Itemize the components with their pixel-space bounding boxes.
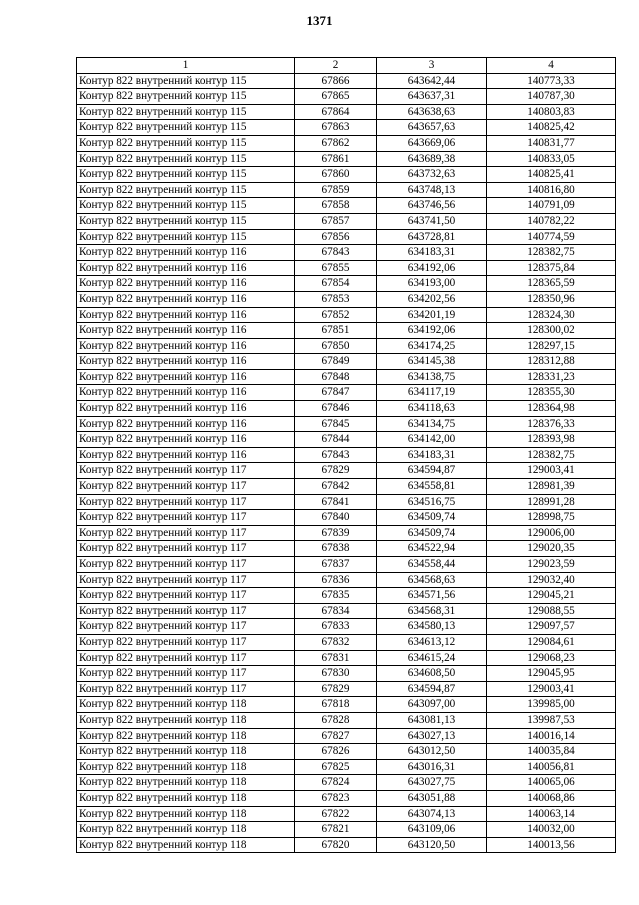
table-row xyxy=(77,369,616,385)
x-coordinate-cell: 643081,13 xyxy=(377,712,487,728)
point-number-cell: 67826 xyxy=(295,744,377,760)
point-number-cell: 67824 xyxy=(295,775,377,791)
table-row xyxy=(77,494,616,510)
table-row xyxy=(77,650,616,666)
x-coordinate-cell: 643728,81 xyxy=(377,229,487,245)
column-header-3: 3 xyxy=(377,58,487,74)
x-coordinate-cell: 643051,88 xyxy=(377,790,487,806)
point-number-cell: 67838 xyxy=(295,541,377,557)
table-row xyxy=(77,291,616,307)
table-row xyxy=(77,681,616,697)
y-coordinate-cell: 128350,96 xyxy=(487,291,616,307)
x-coordinate-cell: 643637,31 xyxy=(377,89,487,105)
point-number-cell: 67839 xyxy=(295,525,377,541)
table-row xyxy=(77,432,616,448)
y-coordinate-cell: 140068,86 xyxy=(487,790,616,806)
y-coordinate-cell: 129032,40 xyxy=(487,572,616,588)
table-row xyxy=(77,229,616,245)
x-coordinate-cell: 634568,63 xyxy=(377,572,487,588)
x-coordinate-cell: 643074,13 xyxy=(377,806,487,822)
y-coordinate-cell: 140774,59 xyxy=(487,229,616,245)
x-coordinate-cell: 643746,56 xyxy=(377,198,487,214)
table-row xyxy=(77,120,616,136)
point-number-cell: 67854 xyxy=(295,276,377,292)
x-coordinate-cell: 634558,44 xyxy=(377,557,487,573)
coordinates-table xyxy=(76,57,616,853)
point-number-cell: 67864 xyxy=(295,104,377,120)
column-header-4: 4 xyxy=(487,58,616,74)
x-coordinate-cell: 634509,74 xyxy=(377,510,487,526)
contour-name-cell: Контур 822 внутренний контур 117 xyxy=(77,619,295,635)
table-row xyxy=(77,354,616,370)
point-number-cell: 67822 xyxy=(295,806,377,822)
y-coordinate-cell: 128365,59 xyxy=(487,276,616,292)
contour-name-cell: Контур 822 внутренний контур 117 xyxy=(77,588,295,604)
point-number-cell: 67840 xyxy=(295,510,377,526)
x-coordinate-cell: 634138,75 xyxy=(377,369,487,385)
y-coordinate-cell: 139987,53 xyxy=(487,712,616,728)
table-row xyxy=(77,541,616,557)
y-coordinate-cell: 129045,95 xyxy=(487,666,616,682)
y-coordinate-cell: 140833,05 xyxy=(487,151,616,167)
point-number-cell: 67841 xyxy=(295,494,377,510)
y-coordinate-cell: 128382,75 xyxy=(487,447,616,463)
y-coordinate-cell: 129084,61 xyxy=(487,634,616,650)
table-row xyxy=(77,634,616,650)
contour-name-cell: Контур 822 внутренний контур 117 xyxy=(77,681,295,697)
point-number-cell: 67847 xyxy=(295,385,377,401)
contour-name-cell: Контур 822 внутренний контур 117 xyxy=(77,572,295,588)
contour-name-cell: Контур 822 внутренний контур 116 xyxy=(77,338,295,354)
point-number-cell: 67829 xyxy=(295,681,377,697)
x-coordinate-cell: 634174,25 xyxy=(377,338,487,354)
contour-name-cell: Контур 822 внутренний контур 116 xyxy=(77,323,295,339)
contour-name-cell: Контур 822 внутренний контур 115 xyxy=(77,167,295,183)
contour-name-cell: Контур 822 внутренний контур 118 xyxy=(77,744,295,760)
y-coordinate-cell: 128300,02 xyxy=(487,323,616,339)
table-row xyxy=(77,135,616,151)
contour-name-cell: Контур 822 внутренний контур 116 xyxy=(77,354,295,370)
x-coordinate-cell: 634117,19 xyxy=(377,385,487,401)
table-row xyxy=(77,182,616,198)
table-row xyxy=(77,151,616,167)
table-row xyxy=(77,338,616,354)
table-row xyxy=(77,837,616,853)
x-coordinate-cell: 643638,63 xyxy=(377,104,487,120)
point-number-cell: 67851 xyxy=(295,323,377,339)
point-number-cell: 67832 xyxy=(295,634,377,650)
x-coordinate-cell: 634145,38 xyxy=(377,354,487,370)
y-coordinate-cell: 129068,23 xyxy=(487,650,616,666)
table-row xyxy=(77,167,616,183)
y-coordinate-cell: 128324,30 xyxy=(487,307,616,323)
table-row xyxy=(77,416,616,432)
x-coordinate-cell: 643732,63 xyxy=(377,167,487,183)
contour-name-cell: Контур 822 внутренний контур 115 xyxy=(77,198,295,214)
point-number-cell: 67837 xyxy=(295,557,377,573)
table-row xyxy=(77,73,616,89)
contour-name-cell: Контур 822 внутренний контур 115 xyxy=(77,120,295,136)
x-coordinate-cell: 634193,00 xyxy=(377,276,487,292)
contour-name-cell: Контур 822 внутренний контур 115 xyxy=(77,73,295,89)
x-coordinate-cell: 634201,19 xyxy=(377,307,487,323)
column-header-2: 2 xyxy=(295,58,377,74)
point-number-cell: 67861 xyxy=(295,151,377,167)
x-coordinate-cell: 634134,75 xyxy=(377,416,487,432)
point-number-cell: 67827 xyxy=(295,728,377,744)
x-coordinate-cell: 634183,31 xyxy=(377,245,487,261)
point-number-cell: 67860 xyxy=(295,167,377,183)
contour-name-cell: Контур 822 внутренний контур 118 xyxy=(77,728,295,744)
table-row xyxy=(77,619,616,635)
y-coordinate-cell: 128376,33 xyxy=(487,416,616,432)
contour-name-cell: Контур 822 внутренний контур 118 xyxy=(77,712,295,728)
contour-name-cell: Контур 822 внутренний контур 115 xyxy=(77,135,295,151)
x-coordinate-cell: 643748,13 xyxy=(377,182,487,198)
x-coordinate-cell: 643012,50 xyxy=(377,744,487,760)
point-number-cell: 67843 xyxy=(295,245,377,261)
point-number-cell: 67859 xyxy=(295,182,377,198)
page-number: 1371 xyxy=(306,13,333,28)
point-number-cell: 67855 xyxy=(295,260,377,276)
table-row xyxy=(77,401,616,417)
x-coordinate-cell: 643642,44 xyxy=(377,73,487,89)
point-number-cell: 67829 xyxy=(295,463,377,479)
point-number-cell: 67836 xyxy=(295,572,377,588)
point-number-cell: 67846 xyxy=(295,401,377,417)
table-row xyxy=(77,603,616,619)
y-coordinate-cell: 140063,14 xyxy=(487,806,616,822)
table-row xyxy=(77,572,616,588)
table-row xyxy=(77,213,616,229)
contour-name-cell: Контур 822 внутренний контур 117 xyxy=(77,510,295,526)
table-row xyxy=(77,712,616,728)
point-number-cell: 67818 xyxy=(295,697,377,713)
table-row xyxy=(77,728,616,744)
table-row xyxy=(77,276,616,292)
y-coordinate-cell: 129023,59 xyxy=(487,557,616,573)
x-coordinate-cell: 634568,31 xyxy=(377,603,487,619)
y-coordinate-cell: 140013,56 xyxy=(487,837,616,853)
table-header-row xyxy=(77,58,616,74)
point-number-cell: 67844 xyxy=(295,432,377,448)
contour-name-cell: Контур 822 внутренний контур 116 xyxy=(77,291,295,307)
contour-name-cell: Контур 822 внутренний контур 118 xyxy=(77,775,295,791)
point-number-cell: 67823 xyxy=(295,790,377,806)
table-row xyxy=(77,89,616,105)
point-number-cell: 67845 xyxy=(295,416,377,432)
table-row xyxy=(77,198,616,214)
point-number-cell: 67856 xyxy=(295,229,377,245)
y-coordinate-cell: 140816,80 xyxy=(487,182,616,198)
table-row xyxy=(77,790,616,806)
table-row xyxy=(77,323,616,339)
contour-name-cell: Контур 822 внутренний контур 118 xyxy=(77,759,295,775)
contour-name-cell: Контур 822 внутренний контур 116 xyxy=(77,447,295,463)
point-number-cell: 67842 xyxy=(295,479,377,495)
y-coordinate-cell: 129003,41 xyxy=(487,463,616,479)
table-row xyxy=(77,588,616,604)
table-row xyxy=(77,525,616,541)
x-coordinate-cell: 643689,38 xyxy=(377,151,487,167)
y-coordinate-cell: 140782,22 xyxy=(487,213,616,229)
point-number-cell: 67853 xyxy=(295,291,377,307)
y-coordinate-cell: 128998,75 xyxy=(487,510,616,526)
contour-name-cell: Контур 822 внутренний контур 116 xyxy=(77,307,295,323)
y-coordinate-cell: 128382,75 xyxy=(487,245,616,261)
y-coordinate-cell: 139985,00 xyxy=(487,697,616,713)
x-coordinate-cell: 634594,87 xyxy=(377,681,487,697)
contour-name-cell: Контур 822 внутренний контур 117 xyxy=(77,541,295,557)
x-coordinate-cell: 643657,63 xyxy=(377,120,487,136)
y-coordinate-cell: 140825,41 xyxy=(487,167,616,183)
table-row xyxy=(77,822,616,838)
contour-name-cell: Контур 822 внутренний контур 117 xyxy=(77,557,295,573)
contour-name-cell: Контур 822 внутренний контур 116 xyxy=(77,276,295,292)
contour-name-cell: Контур 822 внутренний контур 117 xyxy=(77,494,295,510)
y-coordinate-cell: 140825,42 xyxy=(487,120,616,136)
x-coordinate-cell: 634522,94 xyxy=(377,541,487,557)
x-coordinate-cell: 634608,50 xyxy=(377,666,487,682)
x-coordinate-cell: 634615,24 xyxy=(377,650,487,666)
x-coordinate-cell: 643669,06 xyxy=(377,135,487,151)
contour-name-cell: Контур 822 внутренний контур 116 xyxy=(77,385,295,401)
y-coordinate-cell: 140035,84 xyxy=(487,744,616,760)
point-number-cell: 67820 xyxy=(295,837,377,853)
contour-name-cell: Контур 822 внутренний контур 116 xyxy=(77,369,295,385)
y-coordinate-cell: 128331,23 xyxy=(487,369,616,385)
x-coordinate-cell: 643109,06 xyxy=(377,822,487,838)
table-row xyxy=(77,463,616,479)
contour-name-cell: Контур 822 внутренний контур 118 xyxy=(77,822,295,838)
point-number-cell: 67858 xyxy=(295,198,377,214)
contour-name-cell: Контур 822 внутренний контур 115 xyxy=(77,182,295,198)
y-coordinate-cell: 140016,14 xyxy=(487,728,616,744)
y-coordinate-cell: 140056,81 xyxy=(487,759,616,775)
y-coordinate-cell: 140065,06 xyxy=(487,775,616,791)
table-row xyxy=(77,744,616,760)
x-coordinate-cell: 634509,74 xyxy=(377,525,487,541)
y-coordinate-cell: 128364,98 xyxy=(487,401,616,417)
contour-name-cell: Контур 822 внутренний контур 115 xyxy=(77,151,295,167)
table-row xyxy=(77,510,616,526)
point-number-cell: 67834 xyxy=(295,603,377,619)
point-number-cell: 67831 xyxy=(295,650,377,666)
contour-name-cell: Контур 822 внутренний контур 115 xyxy=(77,213,295,229)
y-coordinate-cell: 128393,98 xyxy=(487,432,616,448)
y-coordinate-cell: 128981,39 xyxy=(487,479,616,495)
y-coordinate-cell: 129006,00 xyxy=(487,525,616,541)
contour-name-cell: Контур 822 внутренний контур 115 xyxy=(77,89,295,105)
x-coordinate-cell: 643016,31 xyxy=(377,759,487,775)
contour-name-cell: Контур 822 внутренний контур 116 xyxy=(77,432,295,448)
point-number-cell: 67821 xyxy=(295,822,377,838)
x-coordinate-cell: 634183,31 xyxy=(377,447,487,463)
point-number-cell: 67865 xyxy=(295,89,377,105)
table-row xyxy=(77,260,616,276)
y-coordinate-cell: 128355,30 xyxy=(487,385,616,401)
x-coordinate-cell: 634192,06 xyxy=(377,260,487,276)
y-coordinate-cell: 140791,09 xyxy=(487,198,616,214)
contour-name-cell: Контур 822 внутренний контур 118 xyxy=(77,806,295,822)
x-coordinate-cell: 643027,75 xyxy=(377,775,487,791)
contour-name-cell: Контур 822 внутренний контур 116 xyxy=(77,401,295,417)
y-coordinate-cell: 129020,35 xyxy=(487,541,616,557)
point-number-cell: 67828 xyxy=(295,712,377,728)
y-coordinate-cell: 140831,77 xyxy=(487,135,616,151)
y-coordinate-cell: 140803,83 xyxy=(487,104,616,120)
contour-name-cell: Контур 822 внутренний контур 117 xyxy=(77,650,295,666)
y-coordinate-cell: 129088,55 xyxy=(487,603,616,619)
contour-name-cell: Контур 822 внутренний контур 117 xyxy=(77,666,295,682)
point-number-cell: 67825 xyxy=(295,759,377,775)
x-coordinate-cell: 634580,13 xyxy=(377,619,487,635)
contour-name-cell: Контур 822 внутренний контур 115 xyxy=(77,229,295,245)
point-number-cell: 67866 xyxy=(295,73,377,89)
table-row xyxy=(77,245,616,261)
y-coordinate-cell: 129003,41 xyxy=(487,681,616,697)
table-row xyxy=(77,479,616,495)
contour-name-cell: Контур 822 внутренний контур 118 xyxy=(77,790,295,806)
table-row xyxy=(77,104,616,120)
contour-name-cell: Контур 822 внутренний контур 118 xyxy=(77,837,295,853)
point-number-cell: 67852 xyxy=(295,307,377,323)
y-coordinate-cell: 128991,28 xyxy=(487,494,616,510)
y-coordinate-cell: 129045,21 xyxy=(487,588,616,604)
point-number-cell: 67843 xyxy=(295,447,377,463)
point-number-cell: 67862 xyxy=(295,135,377,151)
y-coordinate-cell: 128312,88 xyxy=(487,354,616,370)
contour-name-cell: Контур 822 внутренний контур 116 xyxy=(77,245,295,261)
table-row xyxy=(77,307,616,323)
contour-name-cell: Контур 822 внутренний контур 117 xyxy=(77,463,295,479)
y-coordinate-cell: 128375,84 xyxy=(487,260,616,276)
contour-name-cell: Контур 822 внутренний контур 115 xyxy=(77,104,295,120)
point-number-cell: 67863 xyxy=(295,120,377,136)
point-number-cell: 67850 xyxy=(295,338,377,354)
contour-name-cell: Контур 822 внутренний контур 116 xyxy=(77,416,295,432)
table-row xyxy=(77,697,616,713)
x-coordinate-cell: 634142,00 xyxy=(377,432,487,448)
point-number-cell: 67857 xyxy=(295,213,377,229)
table-row xyxy=(77,775,616,791)
point-number-cell: 67830 xyxy=(295,666,377,682)
contour-name-cell: Контур 822 внутренний контур 118 xyxy=(77,697,295,713)
table-row xyxy=(77,557,616,573)
table-row xyxy=(77,385,616,401)
x-coordinate-cell: 634613,12 xyxy=(377,634,487,650)
point-number-cell: 67835 xyxy=(295,588,377,604)
column-header-1: 1 xyxy=(77,58,295,74)
y-coordinate-cell: 128297,15 xyxy=(487,338,616,354)
x-coordinate-cell: 643120,50 xyxy=(377,837,487,853)
contour-name-cell: Контур 822 внутренний контур 117 xyxy=(77,603,295,619)
contour-name-cell: Контур 822 внутренний контур 117 xyxy=(77,525,295,541)
table-row xyxy=(77,666,616,682)
table-row xyxy=(77,806,616,822)
table-row xyxy=(77,447,616,463)
y-coordinate-cell: 140773,33 xyxy=(487,73,616,89)
contour-name-cell: Контур 822 внутренний контур 117 xyxy=(77,634,295,650)
contour-name-cell: Контур 822 внутренний контур 117 xyxy=(77,479,295,495)
x-coordinate-cell: 634558,81 xyxy=(377,479,487,495)
x-coordinate-cell: 634516,75 xyxy=(377,494,487,510)
x-coordinate-cell: 634202,56 xyxy=(377,291,487,307)
table-body xyxy=(77,73,616,853)
point-number-cell: 67848 xyxy=(295,369,377,385)
y-coordinate-cell: 129097,57 xyxy=(487,619,616,635)
table-row xyxy=(77,759,616,775)
y-coordinate-cell: 140787,30 xyxy=(487,89,616,105)
x-coordinate-cell: 634118,63 xyxy=(377,401,487,417)
x-coordinate-cell: 634571,56 xyxy=(377,588,487,604)
point-number-cell: 67849 xyxy=(295,354,377,370)
x-coordinate-cell: 634192,06 xyxy=(377,323,487,339)
x-coordinate-cell: 643027,13 xyxy=(377,728,487,744)
point-number-cell: 67833 xyxy=(295,619,377,635)
y-coordinate-cell: 140032,00 xyxy=(487,822,616,838)
x-coordinate-cell: 643741,50 xyxy=(377,213,487,229)
x-coordinate-cell: 634594,87 xyxy=(377,463,487,479)
x-coordinate-cell: 643097,00 xyxy=(377,697,487,713)
contour-name-cell: Контур 822 внутренний контур 116 xyxy=(77,260,295,276)
